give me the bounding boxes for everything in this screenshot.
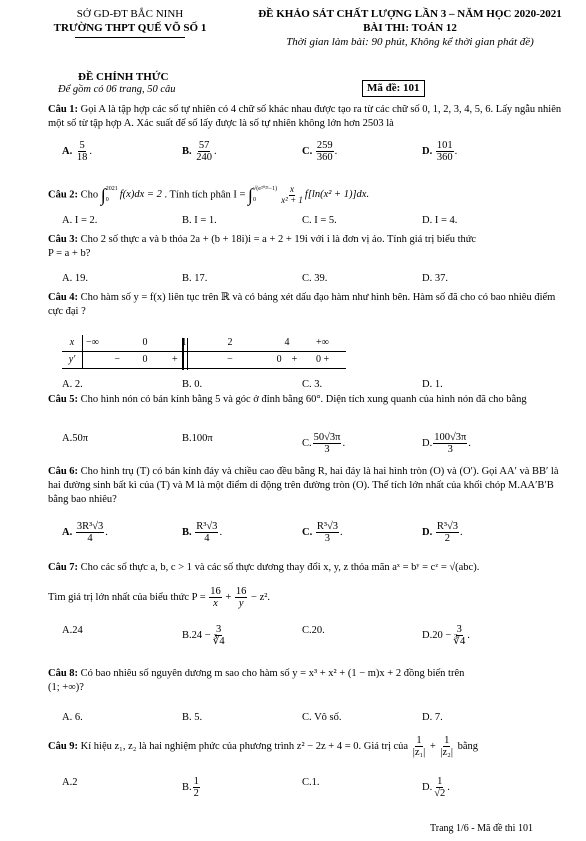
question-8: Câu 8: Có bao nhiêu số nguyên dương m sao cho hàm số y = x³ + x² + (1 − m)x + 2 đồng biến trên (1; +∞)? bbox=[48, 668, 465, 694]
option-b[interactable]: B. I = 1. bbox=[182, 215, 217, 226]
option-d[interactable]: D. 1. bbox=[422, 379, 443, 390]
option-c[interactable]: C. $\frac{\text{R³√3}}{3}$ . bbox=[302, 521, 343, 545]
option-a[interactable]: A.24 bbox=[62, 625, 83, 636]
option-d[interactable]: D. I = 4. bbox=[422, 215, 458, 226]
sign-table: x −∞ 0 1 2 4 +∞ y' − 0 + − 0 + 0 + bbox=[62, 335, 346, 369]
option-c[interactable]: C. $\frac{259}{360}$ . bbox=[302, 140, 338, 164]
option-c[interactable]: C.20. bbox=[302, 625, 325, 636]
exam-header bbox=[240, 8, 580, 49]
question-4: Câu 4: Cho hàm số y = f(x) liên tục trên ℝ và có bảng xét dấu đạo hàm như hình bên. Hàm số đã cho có bao nhiêu điểm cực đại ? bbox=[48, 292, 556, 318]
option-d[interactable]: D. $\frac{101}{360}$ . bbox=[422, 140, 458, 164]
option-b[interactable]: B. $\frac{1}{2}$ bbox=[182, 776, 199, 800]
question-6: Câu 6: Cho hình trụ (T) có bán kính đáy và chiều cao đều bằng R, hai đáy là hai hình tròn (O) và (O′). Gọi AA′ và BB′ là hai đường sinh bất kì của (T) và M là một điểm di động trên đường tròn (O). Thể tích lớn nhất của khối chóp M.AA′B′B bằng bao nhiêu? bbox=[48, 466, 559, 506]
question-7: Câu 7: Cho các số thực a, b, c > 1 và các số thực dương thay đổi x, y, z thỏa mãn aˣ = bʸ = cᶻ = √(abc). bbox=[48, 562, 480, 573]
option-c[interactable]: C.1. bbox=[302, 777, 320, 788]
option-d[interactable]: D.20 − $\frac{3}{∛4}$ . bbox=[422, 624, 470, 648]
question-5-options bbox=[62, 432, 562, 456]
option-a[interactable]: A. I = 2. bbox=[62, 215, 98, 226]
option-a[interactable]: A. $\frac{5}{18}$ . bbox=[62, 140, 92, 164]
option-c[interactable]: C. 3. bbox=[302, 379, 323, 390]
option-d[interactable]: D. $\frac{100√3\pi}{3}$ . bbox=[422, 432, 471, 456]
question-8-options bbox=[62, 711, 562, 731]
department-name: SỞ GD-ĐT BẮC NINH bbox=[76, 8, 184, 20]
option-c[interactable]: C. 39. bbox=[302, 273, 328, 284]
official-subtitle: Để gồm có 06 trang, 50 câu bbox=[58, 84, 176, 95]
question-1-options bbox=[62, 140, 562, 164]
option-c[interactable]: C. Vô số. bbox=[302, 712, 342, 723]
option-d[interactable]: D. 7. bbox=[422, 712, 443, 723]
exam-subject: BÀI THI: TOÁN 12 bbox=[363, 21, 457, 34]
option-a[interactable]: A.2 bbox=[62, 777, 78, 788]
option-d[interactable]: D. $\frac{\text{R³√3}}{2}$ . bbox=[422, 521, 463, 545]
question-6-options bbox=[62, 521, 562, 545]
question-9-options bbox=[62, 776, 562, 800]
question-1 bbox=[48, 103, 562, 131]
option-b[interactable]: B.24 − $\frac{3}{∛4}$ bbox=[182, 624, 225, 648]
option-b[interactable]: B. $\frac{\text{R³√3}}{4}$ . bbox=[182, 521, 223, 545]
exam-title: ĐỀ KHẢO SÁT CHẤT LƯỢNG LẦN 3 – NĂM HỌC 2020-2021 bbox=[258, 8, 562, 20]
school-header bbox=[20, 8, 240, 36]
option-b[interactable]: B.100π bbox=[182, 433, 213, 444]
exam-duration: Thời gian làm bài: 90 phút, Không kể thời gian phát đề) bbox=[286, 35, 534, 48]
question-2: Câu 2: Cho ∫ 2021 0 f(x)dx = 2 . Tính tích phân I = ∫ √(e²⁰²¹−1) 0 $\frac{x}{\text{x² + 1}}$ f[ln(x² + 1)]dx. bbox=[48, 183, 562, 207]
question-text: Gọi A là tập hợp các số tự nhiên có 4 chữ số khác nhau được tạo ra từ các chữ số 0, 1, 2, 3, 4, 5, 6. Lấy ngẫu nhiên một số từ tập hợp A. Xác suất để số lấy được là số tự nhiên không lớn hơn 2503 là bbox=[48, 104, 562, 130]
exam-code-box: Mã đề: 101 bbox=[362, 80, 425, 97]
option-c[interactable]: C. I = 5. bbox=[302, 215, 337, 226]
undefined-marker bbox=[182, 338, 188, 370]
option-a[interactable]: A.50π bbox=[62, 433, 89, 444]
option-d[interactable]: D. 37. bbox=[422, 273, 448, 284]
question-3-options bbox=[62, 272, 562, 292]
option-a[interactable]: A. 2. bbox=[62, 379, 83, 390]
option-a[interactable]: A. $\frac{\text{3R³√3}}{4}$ . bbox=[62, 521, 108, 545]
question-label: Câu 1: bbox=[48, 104, 79, 115]
school-name: TRƯỜNG THPT QUẾ VÕ SỐ 1 bbox=[53, 21, 207, 34]
question-2-options bbox=[62, 214, 562, 234]
question-7-expression: Tìm giá trị lớn nhất của biểu thức P = $\frac{16}{x}$ + $\frac{16}{y}$ − z². bbox=[48, 586, 271, 610]
option-d[interactable]: D. $\frac{1}{√2}$ . bbox=[422, 776, 450, 800]
integral-2: ∫ √(e²⁰²¹−1) 0 $\frac{x}{\text{x² + 1}}$ f[ln(x² + 1)]dx. bbox=[248, 184, 370, 205]
option-a[interactable]: A. 6. bbox=[62, 712, 83, 723]
header-underline-left bbox=[75, 37, 185, 38]
option-c[interactable]: C. $\frac{50√3\pi}{3}$ . bbox=[302, 432, 346, 456]
question-7-options bbox=[62, 624, 562, 648]
option-b[interactable]: B. 0. bbox=[182, 379, 203, 390]
option-b[interactable]: B. 5. bbox=[182, 712, 203, 723]
page-footer: Trang 1/6 - Mã đề thi 101 bbox=[430, 823, 533, 834]
question-9: Câu 9: Kí hiệu z₁, z₂ là hai nghiệm phức của phương trình z² − 2z + 4 = 0. Giá trị của $\frac{1}{\text{|z₁|}}$ + $\frac{1}{\text{|z₂|}}$ bằng bbox=[48, 735, 478, 759]
option-b[interactable]: B. 17. bbox=[182, 273, 208, 284]
integral-1: ∫ 2021 0 f(x)dx = 2 bbox=[100, 185, 162, 205]
official-title: ĐỀ CHÍNH THỨC bbox=[78, 71, 169, 83]
question-5: Câu 5: Cho hình nón có bán kính bằng 5 và góc ở đỉnh bằng 60°. Diện tích xung quanh của hình nón đã cho bằng bbox=[48, 394, 527, 405]
option-b[interactable]: B. $\frac{57}{240}$ . bbox=[182, 140, 217, 164]
question-3: Câu 3: Cho 2 số thực a và b thỏa 2a + (b + 18i)i = a + 2 + 19i với i là đơn vị ảo. Tính giá trị biểu thức P = a + b? bbox=[48, 234, 477, 260]
option-a[interactable]: A. 19. bbox=[62, 273, 88, 284]
